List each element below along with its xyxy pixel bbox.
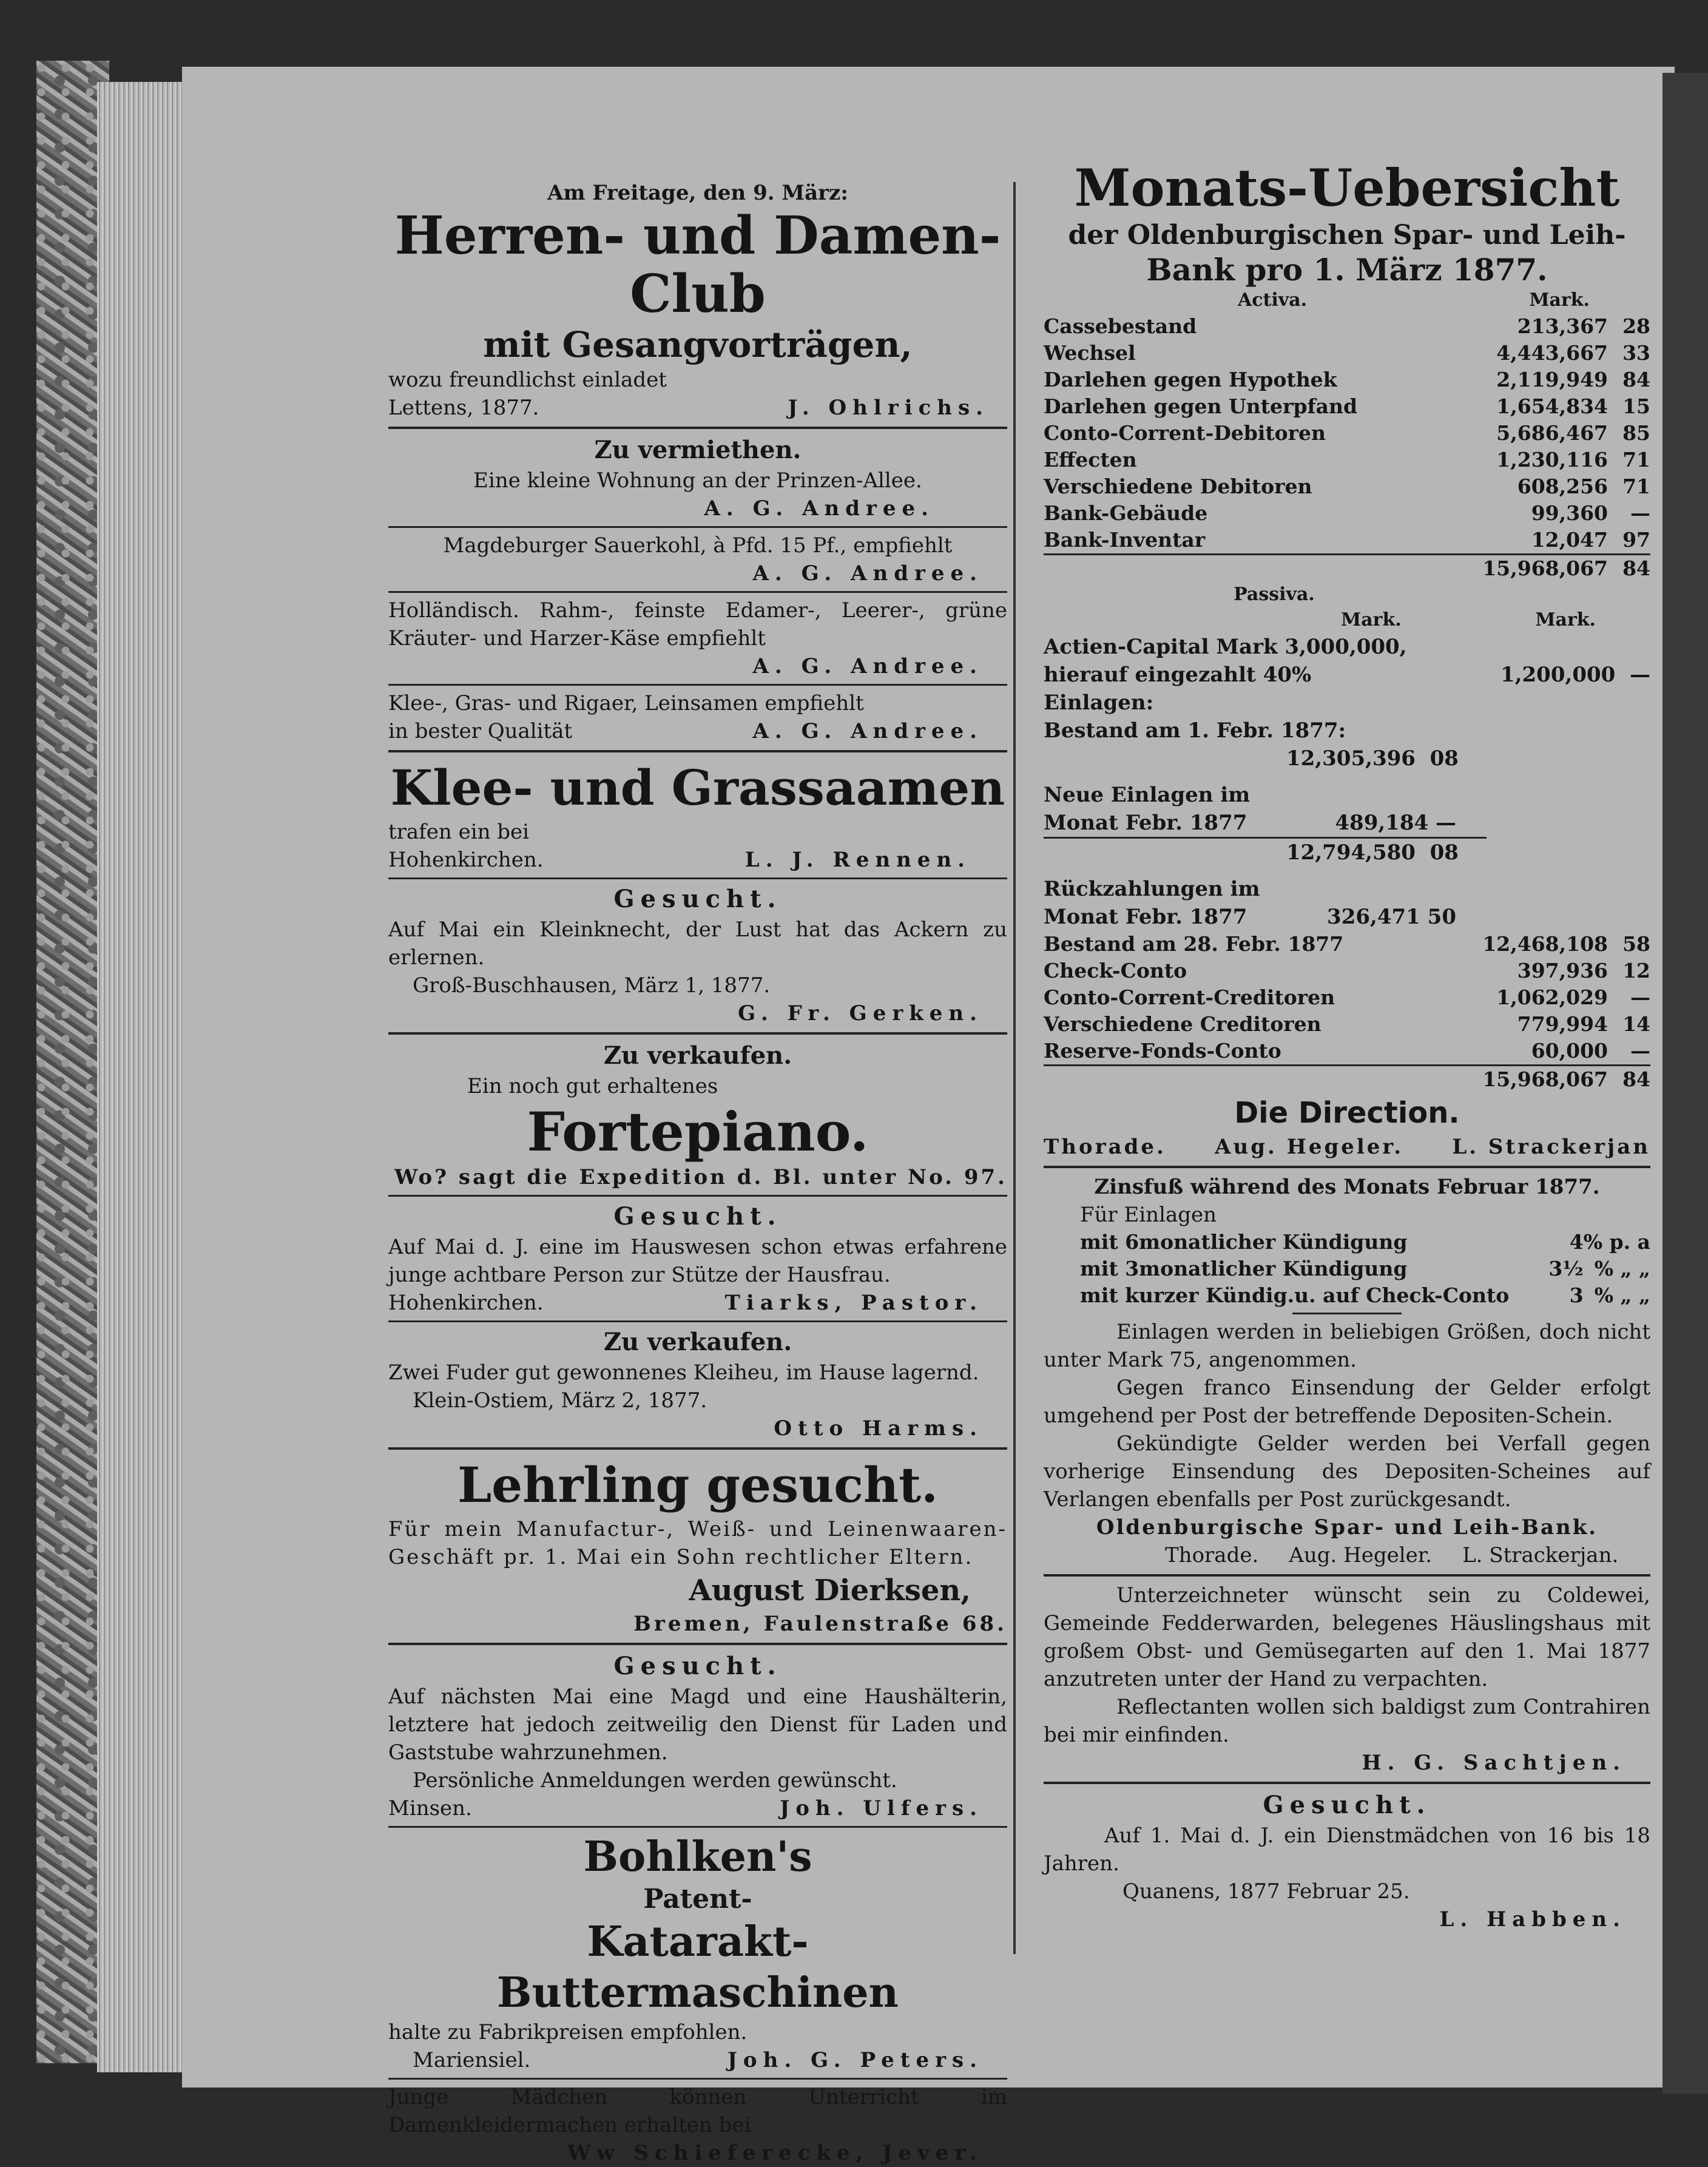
ad-grassaamen xyxy=(388,757,1007,874)
table-cell-pf: 85 xyxy=(1622,421,1650,445)
table-cell-label: Darlehen gegen Unterpfand xyxy=(1044,394,1358,418)
table-cell-pf: 58 xyxy=(1622,932,1650,956)
divider xyxy=(388,1195,1007,1197)
table-cell-label: Bestand am 28. Febr. 1877 xyxy=(1044,932,1344,956)
table-row xyxy=(1044,473,1650,500)
table-cell-value: 397,936 xyxy=(1517,959,1608,982)
table-cell-value: 1,062,029 xyxy=(1496,985,1608,1009)
direction-sig-3: L. Strackerjan xyxy=(1452,1135,1650,1159)
table-cell-value: 779,994 xyxy=(1517,1012,1608,1036)
table-cell-pf: 28 xyxy=(1622,314,1650,338)
divider xyxy=(388,591,1007,593)
bohlken-product: Katarakt-Buttermaschinen xyxy=(497,1918,899,2017)
bank-subtitle-2: Bank pro 1. März 1877. xyxy=(1146,252,1548,288)
gesucht-right-text: Auf 1. Mai d. J. ein Dienstmädchen von 16 bis 18 Jahren. xyxy=(1044,1824,1650,1876)
ad-gesucht-3 xyxy=(388,1650,1007,1822)
verkaufen1-where: Wo? sagt die Expedition d. Bl. unter No. 97. xyxy=(394,1165,1007,1189)
bank-name: Oldenburgische Spar- und Leih-Bank. xyxy=(1096,1515,1598,1540)
saamen-name: L. J. Rennen. xyxy=(744,848,971,872)
table-cell-value: 2,119,949 xyxy=(1496,368,1608,391)
table-cell-pf: 71 xyxy=(1622,475,1650,498)
gesucht3-note: Persönliche Anmeldungen werden gewünscht. xyxy=(413,1768,897,1793)
table-cell-value: 60,000 xyxy=(1531,1039,1608,1063)
haus-text-2: Reflectanten wollen sich baldigst zum Contrahiren bei mir einfinden. xyxy=(1044,1695,1650,1747)
table-cell-label: Conto-Corrent-Creditoren xyxy=(1044,985,1335,1009)
zins-table xyxy=(1080,1229,1650,1309)
table-cell-value: 1,654,834 xyxy=(1496,394,1608,418)
divider xyxy=(388,427,1007,429)
divider xyxy=(388,877,1007,879)
table-cell-value: 12,468,108 xyxy=(1482,932,1608,956)
bohlken-patent: Patent- xyxy=(643,1884,752,1915)
table-cell-pf: 33 xyxy=(1622,341,1650,365)
divider xyxy=(388,2078,1007,2080)
activa-total: 15,968,067 xyxy=(1446,555,1608,583)
divider xyxy=(388,750,1007,752)
ad-vermiethen xyxy=(388,434,1007,522)
saamen-place: Hohenkirchen. xyxy=(388,848,544,872)
direction-sig-2: Aug. Hegeler. xyxy=(1215,1135,1404,1159)
gesucht1-place: Groß-Buschhausen, März 1, 1877. xyxy=(413,973,771,998)
table-cell-label: Check-Conto xyxy=(1044,959,1187,982)
gesucht3-place: Minsen. xyxy=(388,1796,472,1820)
maedchen-name: Ww Schieferecke, Jever. xyxy=(567,2141,983,2165)
activa-mark-label: Mark. xyxy=(1529,289,1590,311)
verkaufen2-place: Klein-Ostiem, März 2, 1877. xyxy=(413,1388,707,1413)
gesucht-right-place: Quanens, 1877 Februar 25. xyxy=(1122,1879,1410,1904)
bohlken-name: Joh. G. Peters. xyxy=(727,2048,983,2072)
bestand-1-pf: 08 xyxy=(1430,746,1459,771)
table-row xyxy=(1044,393,1650,420)
table-cell-label: Bank-Gebäude xyxy=(1044,501,1208,525)
divider xyxy=(388,1826,1007,1828)
activa-total-blank xyxy=(1044,555,1446,583)
gesucht2-name: Tiarks, Pastor. xyxy=(724,1291,983,1315)
divider xyxy=(388,1643,1007,1645)
divider xyxy=(388,526,1007,528)
table-row xyxy=(1044,984,1650,1011)
verkaufen1-text: Ein noch gut erhaltenes xyxy=(467,1074,718,1098)
kaese-name: A. G. Andree. xyxy=(752,654,983,678)
table-cell-value: 5,686,467 xyxy=(1496,421,1608,445)
capital-value: 1,200,000 xyxy=(1500,663,1616,687)
table-cell-label: mit kurzer Kündig.u. auf Check-Conto xyxy=(1080,1283,1510,1307)
gesucht1-name: G. Fr. Gerken. xyxy=(738,1001,983,1026)
ad-gesucht-1 xyxy=(388,883,1007,1027)
table-cell-label: Conto-Corrent-Debitoren xyxy=(1044,421,1326,445)
table-row xyxy=(1044,1011,1650,1038)
maedchen-text: Junge Mädchen können Unterricht im Damenkleidermachen erhalten bei xyxy=(388,2085,1007,2137)
table-row xyxy=(1044,420,1650,447)
leinsamen-name: A. G. Andree. xyxy=(752,719,983,743)
ad-kaese xyxy=(388,597,1007,680)
table-row xyxy=(1044,500,1650,527)
divider xyxy=(388,1447,1007,1450)
divider xyxy=(1044,1782,1650,1784)
table-cell-label: Effecten xyxy=(1044,448,1137,472)
divider xyxy=(1044,1166,1650,1168)
club-name: J. Ohlrichs. xyxy=(788,396,989,420)
sum1-value: 12,794,580 xyxy=(1286,840,1416,865)
zins-title: Zinsfuß während des Monats Februar 1877. xyxy=(1094,1175,1600,1199)
table-cell-label: Verschiedene Debitoren xyxy=(1044,475,1312,498)
club-title: Herren- und Damen-Club xyxy=(394,205,1001,325)
divider xyxy=(388,1320,1007,1322)
table-cell-unit: % „ „ xyxy=(1594,1257,1650,1280)
capital-line-2: hierauf eingezahlt 40% xyxy=(1044,663,1312,687)
capital-pf: — xyxy=(1630,663,1650,687)
table-cell-rate: 3½ xyxy=(1548,1257,1584,1280)
rueck-line-1: Rückzahlungen im xyxy=(1044,877,1260,901)
activa-table xyxy=(1044,313,1650,582)
ad-bohlken xyxy=(388,1831,1007,2074)
ad-verkaufen-2 xyxy=(388,1326,1007,1442)
gesucht3-text: Auf nächsten Mai eine Magd und eine Haushälterin, letztere hat jedoch zeitweilig den Dienst für Laden und Gaststube wahrzunehmen. xyxy=(388,1685,1007,1765)
gesucht3-heading: Gesucht. xyxy=(613,1652,782,1680)
club-subtitle: mit Gesangvorträgen, xyxy=(483,324,913,365)
table-row xyxy=(1080,1282,1650,1309)
passiva-mark-2: Mark. xyxy=(1535,609,1596,630)
table-cell-label: mit 3monatlicher Kündigung xyxy=(1080,1257,1408,1280)
table-cell-value: 213,367 xyxy=(1517,314,1608,338)
passiva-table xyxy=(1044,931,1650,1093)
table-cell-pf: 71 xyxy=(1622,448,1650,472)
table-cell-pf: 15 xyxy=(1622,394,1650,418)
vermiethen-name: A. G. Andree. xyxy=(704,496,934,521)
leinsamen-line1: Klee-, Gras- und Rigaer, Leinsamen empfiehlt xyxy=(388,691,864,715)
table-cell-unit: % p. a xyxy=(1583,1230,1650,1254)
bohlken-place: Mariensiel. xyxy=(413,2048,531,2072)
activa-total-pf: 84 xyxy=(1608,555,1650,583)
table-cell-label: Reserve-Fonds-Conto xyxy=(1044,1039,1281,1063)
activa-label: Activa. xyxy=(1238,289,1308,311)
table-row xyxy=(1044,367,1650,393)
table-cell-pf: 14 xyxy=(1622,1012,1650,1036)
table-cell-label: Cassebestand xyxy=(1044,314,1197,338)
book-spine xyxy=(1662,73,1708,2094)
gesucht2-heading: Gesucht. xyxy=(613,1202,782,1231)
lehrling-address: Bremen, Faulenstraße 68. xyxy=(633,1612,1007,1636)
right-column xyxy=(1044,121,1650,1933)
table-row xyxy=(1044,958,1650,984)
verkaufen2-name: Otto Harms. xyxy=(774,1416,983,1441)
gesucht2-text: Auf Mai d. J. eine im Hauswesen schon etwas erfahrene junge achtbare Person zur Stütze der Hausfrau. xyxy=(388,1235,1007,1287)
bank-sig-1: Thorade. xyxy=(1165,1543,1259,1567)
ad-sauerkohl xyxy=(388,532,1007,587)
ad-fortepiano xyxy=(388,1040,1007,1191)
bank-title: Monats-Uebersicht xyxy=(1074,158,1620,218)
table-cell-label: mit 6monatlicher Kündigung xyxy=(1080,1230,1408,1254)
table-row xyxy=(1044,340,1650,367)
divider xyxy=(388,1032,1007,1035)
table-cell-rate: 4 xyxy=(1569,1230,1584,1254)
divider xyxy=(388,684,1007,686)
table-cell-pf: 97 xyxy=(1622,528,1650,552)
vermiethen-heading: Zu vermiethen. xyxy=(594,436,802,464)
table-row xyxy=(1044,527,1650,555)
leinsamen-line2: in bester Qualität xyxy=(388,719,573,743)
gesucht3-name: Joh. Ulfers. xyxy=(780,1796,983,1820)
passiva-total-blank xyxy=(1044,1066,1442,1094)
table-row xyxy=(1080,1229,1650,1256)
bestand-1: Bestand am 1. Febr. 1877: xyxy=(1044,718,1346,743)
table-cell-pf: 12 xyxy=(1622,959,1650,982)
haus-text: Unterzeichneter wünscht sein zu Coldewei, Gemeinde Fedderwarden, belegenes Häuslingshaus mit großem Obst- und Gemüsegarten auf den 1. Mai 1877 anzutreten unter der Hand zu verpachten. xyxy=(1044,1583,1650,1691)
gesucht2-place: Hohenkirchen. xyxy=(388,1291,544,1315)
neu-pf: — xyxy=(1436,811,1456,835)
club-date: Am Freitage, den 9. März: xyxy=(547,181,848,205)
rueck-line-2: Monat Febr. 1877 xyxy=(1044,905,1247,929)
table-row xyxy=(1044,447,1650,473)
direction-sig-1: Thorade. xyxy=(1044,1135,1166,1159)
haus-name: H. G. Sachtjen. xyxy=(1362,1751,1626,1775)
club-place: Lettens, 1877. xyxy=(388,396,539,420)
table-cell-label: Verschiedene Creditoren xyxy=(1044,1012,1322,1036)
gesucht-right-name: L. Habben. xyxy=(1439,1907,1626,1932)
table-cell-value: 4,443,667 xyxy=(1496,341,1608,365)
fortepiano-title: Fortepiano. xyxy=(527,1100,869,1163)
verkaufen2-heading: Zu verkaufen. xyxy=(603,1328,792,1356)
rueck-value: 326,471 xyxy=(1327,905,1420,929)
passiva-total: 15,968,067 xyxy=(1442,1066,1608,1094)
ad-gesucht-2 xyxy=(388,1200,1007,1317)
lehrling-title: Lehrling gesucht. xyxy=(457,1456,938,1513)
table-row xyxy=(1044,1038,1650,1066)
sauerkohl-text: Magdeburger Sauerkohl, à Pfd. 15 Pf., empfiehlt xyxy=(443,533,953,558)
bank-para-3: Gekündigte Gelder werden bei Verfall gegen vorherige Einsendung des Depositen-Scheines auf Verlangen ebenfalls per Post zurückgesandt. xyxy=(1044,1432,1650,1512)
table-row xyxy=(1044,313,1650,340)
gesucht1-text: Auf Mai ein Kleinknecht, der Lust hat das Ackern zu erlernen. xyxy=(388,918,1007,970)
rueck-pf: 50 xyxy=(1427,905,1456,929)
ad-haus xyxy=(1044,1581,1650,1777)
capital-line-1: Actien-Capital Mark 3,000,000, xyxy=(1044,635,1407,659)
zins-fuer: Für Einlagen xyxy=(1080,1203,1217,1227)
ad-gesucht-right xyxy=(1044,1789,1650,1933)
bank-overview xyxy=(1044,158,1650,1569)
bohlken-text: halte zu Fabrikpreisen empfohlen. xyxy=(388,2020,748,2044)
einlagen-label: Einlagen: xyxy=(1044,691,1154,715)
column-divider xyxy=(1013,182,1016,1954)
table-row xyxy=(1044,931,1650,958)
ad-maedchen xyxy=(388,2083,1007,2167)
vermiethen-text: Eine kleine Wohnung an der Prinzen-Allee. xyxy=(473,468,922,493)
bank-para-1: Einlagen werden in beliebigen Größen, doch nicht unter Mark 75, angenommen. xyxy=(1044,1320,1650,1372)
saamen-line1: trafen ein bei xyxy=(388,820,530,844)
bank-para-2: Gegen franco Einsendung der Gelder erfolgt umgehend per Post der betreffende Depositen-Schein. xyxy=(1044,1376,1650,1428)
table-cell-pf: — xyxy=(1630,1039,1650,1063)
table-cell-value: 99,360 xyxy=(1531,501,1608,525)
bohlken-title: Bohlken's xyxy=(583,1833,812,1881)
sauerkohl-name: A. G. Andree. xyxy=(752,561,983,586)
table-cell-value: 1,230,116 xyxy=(1496,448,1608,472)
sum1-pf: 08 xyxy=(1430,840,1459,865)
table-cell-rate: 3 xyxy=(1569,1283,1584,1307)
neu-value: 489,184 xyxy=(1335,811,1429,835)
lehrling-text: Für mein Manufactur-, Weiß- und Leinenwaaren-Geschäft pr. 1. Mai ein Sohn rechtlicher Eltern. xyxy=(388,1517,1007,1569)
direction-heading: Die Direction. xyxy=(1234,1096,1460,1130)
neu-line-2: Monat Febr. 1877 xyxy=(1044,811,1247,835)
ad-leinsamen xyxy=(388,689,1007,745)
divider xyxy=(1044,1574,1650,1577)
bank-sig-3: L. Strackerjan. xyxy=(1462,1543,1619,1567)
table-cell-value: 608,256 xyxy=(1517,475,1608,498)
verkaufen1-heading: Zu verkaufen. xyxy=(603,1041,792,1070)
bestand-1-value: 12,305,396 xyxy=(1286,746,1416,771)
ad-club xyxy=(388,179,1007,422)
table-cell-label: Bank-Inventar xyxy=(1044,528,1206,552)
verkaufen2-text: Zwei Fuder gut gewonnenes Kleiheu, im Hause lagernd. xyxy=(388,1361,979,1385)
kaese-text: Holländisch. Rahm-, feinste Edamer-, Leerer-, grüne Kräuter- und Harzer-Käse empfiehlt xyxy=(388,598,1007,651)
table-cell-pf: — xyxy=(1630,985,1650,1009)
table-cell-pf: 84 xyxy=(1622,368,1650,391)
bank-sig-2: Aug. Hegeler. xyxy=(1289,1543,1433,1567)
table-cell-pf: — xyxy=(1630,501,1650,525)
short-rule xyxy=(1292,1313,1402,1314)
table-cell-label: Wechsel xyxy=(1044,341,1136,365)
gesucht1-heading: Gesucht. xyxy=(613,885,782,913)
saamen-title: Klee- und Grassaamen xyxy=(390,759,1005,816)
table-cell-value: 12,047 xyxy=(1531,528,1608,552)
passiva-label: Passiva. xyxy=(1234,584,1315,605)
gesucht-right-heading: Gesucht. xyxy=(1263,1791,1431,1819)
lehrling-name: August Dierksen, xyxy=(689,1574,971,1608)
table-cell-label: Darlehen gegen Hypothek xyxy=(1044,368,1337,391)
passiva-total-pf: 84 xyxy=(1608,1066,1650,1094)
neu-line-1: Neue Einlagen im xyxy=(1044,783,1251,807)
bank-subtitle-1: der Oldenburgischen Spar- und Leih- xyxy=(1068,220,1626,251)
table-row xyxy=(1080,1256,1650,1282)
left-column xyxy=(388,121,1007,2167)
ad-lehrling xyxy=(388,1455,1007,1638)
table-cell-unit: % „ „ xyxy=(1594,1283,1650,1307)
club-invite: wozu freundlichst einladet xyxy=(388,368,667,392)
passiva-mark-1: Mark. xyxy=(1341,609,1402,630)
